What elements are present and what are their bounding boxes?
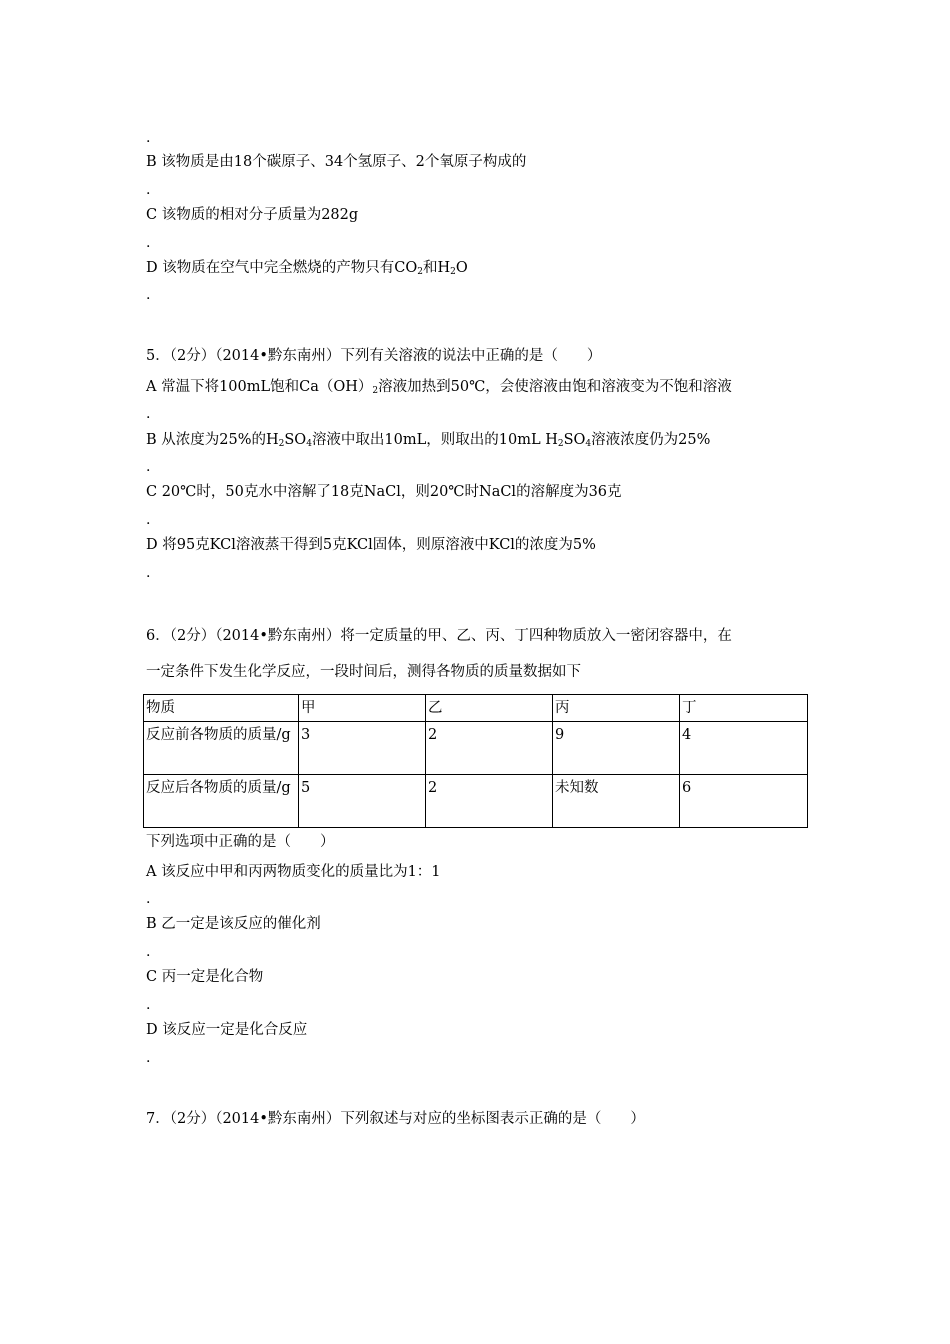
table-row xyxy=(144,722,808,775)
option-separator-dot: . xyxy=(146,459,151,475)
q7-stem: 7．（2分）（2014•黔东南州）下列叙述与对应的坐标图表示正确的是（ ） xyxy=(146,1111,645,1127)
table-header-cell: 乙 xyxy=(426,695,553,722)
mass-data-table xyxy=(143,694,808,828)
option-separator-dot: . xyxy=(146,891,151,907)
table-header-cell: 甲 xyxy=(299,695,426,722)
table-cell: 6 xyxy=(680,775,808,828)
q5-stem: 5．（2分）（2014•黔东南州）下列有关溶液的说法中正确的是（ ） xyxy=(146,348,602,364)
q4-option-b: B 该物质是由18个碳原子、34个氢原子、2个氧原子构成的 xyxy=(146,154,527,170)
option-separator-dot: . xyxy=(146,997,151,1013)
table-header-cell: 物质 xyxy=(144,695,299,722)
q6-option-b: B 乙一定是该反应的催化剂 xyxy=(146,916,321,932)
table-header-row xyxy=(144,695,808,722)
q6-stem-line-2: 一定条件下发生化学反应，一段时间后，测得各物质的质量数据如下 xyxy=(146,664,581,680)
table-cell: 未知数 xyxy=(553,775,680,828)
table-header-cell: 丁 xyxy=(680,695,808,722)
q6-option-c: C 丙一定是化合物 xyxy=(146,969,264,985)
table-cell: 5 xyxy=(299,775,426,828)
table-cell: 9 xyxy=(553,722,680,775)
table-cell: 4 xyxy=(680,722,808,775)
table-cell: 反应前各物质的质量/g xyxy=(144,722,299,775)
q5-option-d: D 将95克KCl溶液蒸干得到5克KCl固体，则原溶液中KCl的浓度为5% xyxy=(146,537,596,553)
q4-option-d: D 该物质在空气中完全燃烧的产物只有$CO_2$和$H_2O$ xyxy=(146,260,468,277)
table-cell: 2 xyxy=(426,775,553,828)
q4-option-c: C 该物质的相对分子质量为282g xyxy=(146,207,359,223)
option-separator-dot: . xyxy=(146,235,151,251)
table-cell: 3 xyxy=(299,722,426,775)
q6-prompt: 下列选项中正确的是（ ） xyxy=(146,834,335,850)
q6-option-d: D 该反应一定是化合反应 xyxy=(146,1022,308,1038)
option-separator-dot: . xyxy=(146,406,151,422)
q6-option-a: A 该反应中甲和丙两物质变化的质量比为1：1 xyxy=(146,864,441,880)
table-header-cell: 丙 xyxy=(553,695,680,722)
option-separator-dot: . xyxy=(146,565,151,581)
table-cell: 2 xyxy=(426,722,553,775)
option-separator-dot: . xyxy=(146,512,151,528)
option-separator-dot: . xyxy=(146,182,151,198)
option-separator-dot: . xyxy=(146,1050,151,1066)
table-cell: 反应后各物质的质量/g xyxy=(144,775,299,828)
q6-stem-line-1: 6．（2分）（2014•黔东南州）将一定质量的甲、乙、丙、丁四种物质放入一密闭容器中，在 xyxy=(146,628,732,644)
option-separator-dot: . xyxy=(146,944,151,960)
option-separator-dot: . xyxy=(146,130,151,146)
table-row xyxy=(144,775,808,828)
option-separator-dot: . xyxy=(146,287,151,303)
q5-option-c: C 20℃时，50克水中溶解了18克NaCl，则20℃时NaCl的溶解度为36克 xyxy=(146,484,622,500)
q5-option-a: A 常温下将100mL饱和$Ca(OH)_2$溶液加热到50℃，会使溶液由饱和溶液变为不饱和溶液 xyxy=(146,379,732,396)
q5-option-b: B 从浓度为25%的$H_2SO_4$溶液中取出10mL，则取出的10mL $H_2SO_4$溶液浓度仍为25% xyxy=(146,432,711,449)
